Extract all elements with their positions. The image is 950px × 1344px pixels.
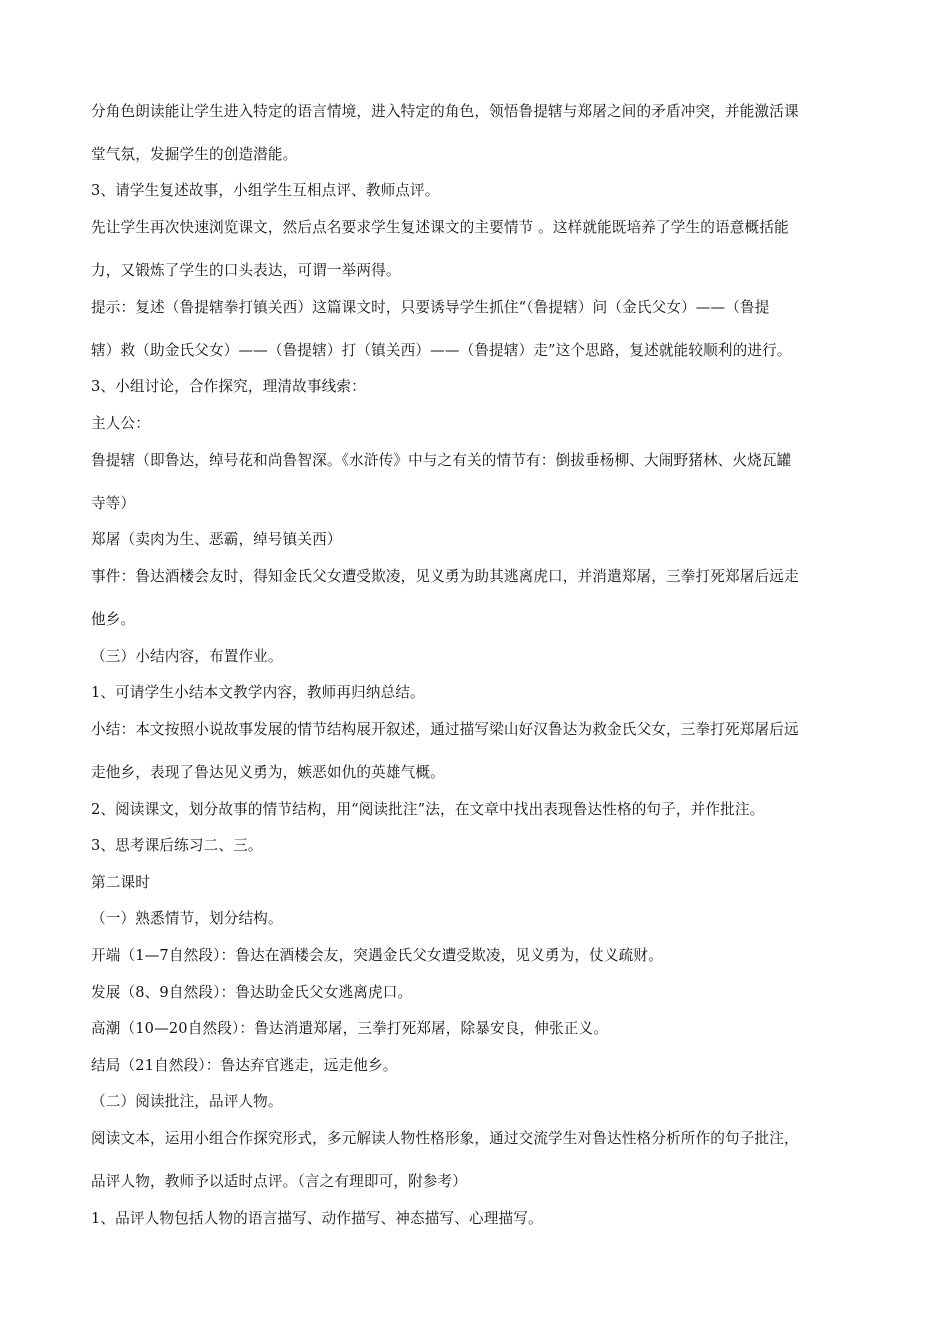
paragraph-line: 结局（21自然段）：鲁达弃官逃走，远走他乡。 [91, 1057, 398, 1074]
paragraph-line: 事件：鲁达酒楼会友时，得知金氏父女遭受欺凌，见义勇为助其逃离虎口，并消遣郑屠，三拳打死郑屠后远走 [91, 568, 799, 585]
paragraph-line: 品评人物，教师予以适时点评。（言之有理即可，附参考） [91, 1173, 468, 1190]
paragraph-line: 力，又锻炼了学生的口头表达，可谓一举两得。 [91, 262, 401, 279]
paragraph-line: 辖）救（助金氏父女）——（鲁提辖）打（镇关西）——（鲁提辖）走”这个思路，复述就能较顺利的进行。 [91, 342, 792, 359]
paragraph-line: 走他乡，表现了鲁达见义勇为，嫉恶如仇的英雄气概。 [91, 764, 445, 781]
paragraph-line: 寺等） [91, 495, 136, 512]
paragraph-line: 2、阅读课文，划分故事的情节结构，用“阅读批注”法，在文章中找出表现鲁达性格的句子，并作批注。 [91, 801, 765, 818]
section-heading: 第二课时 [91, 874, 150, 891]
paragraph-line: 3、小组讨论，合作探究，理清故事线索： [91, 378, 366, 395]
paragraph-line: 主人公： [91, 415, 150, 432]
paragraph-line: 郑屠（卖肉为生、恶霸，绰号镇关西） [91, 531, 342, 548]
paragraph-line: 开端（1—7自然段）：鲁达在酒楼会友，突遇金氏父女遭受欺凌，见义勇为，仗义疏财。 [91, 947, 663, 964]
paragraph-line: 发展（8、9自然段）：鲁达助金氏父女逃离虎口。 [91, 984, 413, 1001]
paragraph-line: 1、品评人物包括人物的语言描写、动作描写、神态描写、心理描写。 [91, 1210, 543, 1227]
paragraph-line: 他乡。 [91, 611, 136, 628]
paragraph-line: 小结：本文按照小说故事发展的情节结构展开叙述，通过描写梁山好汉鲁达为救金氏父女，三拳打死郑屠后远 [91, 721, 799, 738]
paragraph-line: 1、可请学生小结本文教学内容，教师再归纳总结。 [91, 684, 425, 701]
paragraph-line: 先让学生再次快速浏览课文，然后点名要求学生复述课文的主要情节 。这样就能既培养了学生的语意概括能 [91, 219, 789, 236]
section-heading: （三）小结内容，布置作业。 [91, 648, 283, 665]
paragraph-line: 3、请学生复述故事，小组学生互相点评、教师点评。 [91, 182, 440, 199]
section-heading: （二）阅读批注，品评人物。 [91, 1093, 283, 1110]
paragraph-line: 阅读文本，运用小组合作探究形式，多元解读人物性格形象，通过交流学生对鲁达性格分析所作的句子批注， [91, 1130, 799, 1147]
paragraph-line: 提示：复述（鲁提辖拳打镇关西）这篇课文时，只要诱导学生抓住“（鲁提辖）问（金氏父女）——（鲁提 [91, 299, 770, 316]
paragraph-line: 鲁提辖（即鲁达，绰号花和尚鲁智深。《水浒传》中与之有关的情节有：倒拔垂杨柳、大闹野猪林、火烧瓦罐 [91, 452, 792, 469]
paragraph-line: 堂气氛，发掘学生的创造潜能。 [91, 146, 298, 163]
paragraph-line: 高潮（10—20自然段）：鲁达消遣郑屠，三拳打死郑屠，除暴安良，伸张正义。 [91, 1020, 608, 1037]
section-heading: （一）熟悉情节，划分结构。 [91, 910, 283, 927]
paragraph-line: 分角色朗读能让学生进入特定的语言情境，进入特定的角色，领悟鲁提辖与郑屠之间的矛盾冲突，并能激活课 [91, 103, 799, 120]
paragraph-line: 3、思考课后练习二、三。 [91, 837, 263, 854]
